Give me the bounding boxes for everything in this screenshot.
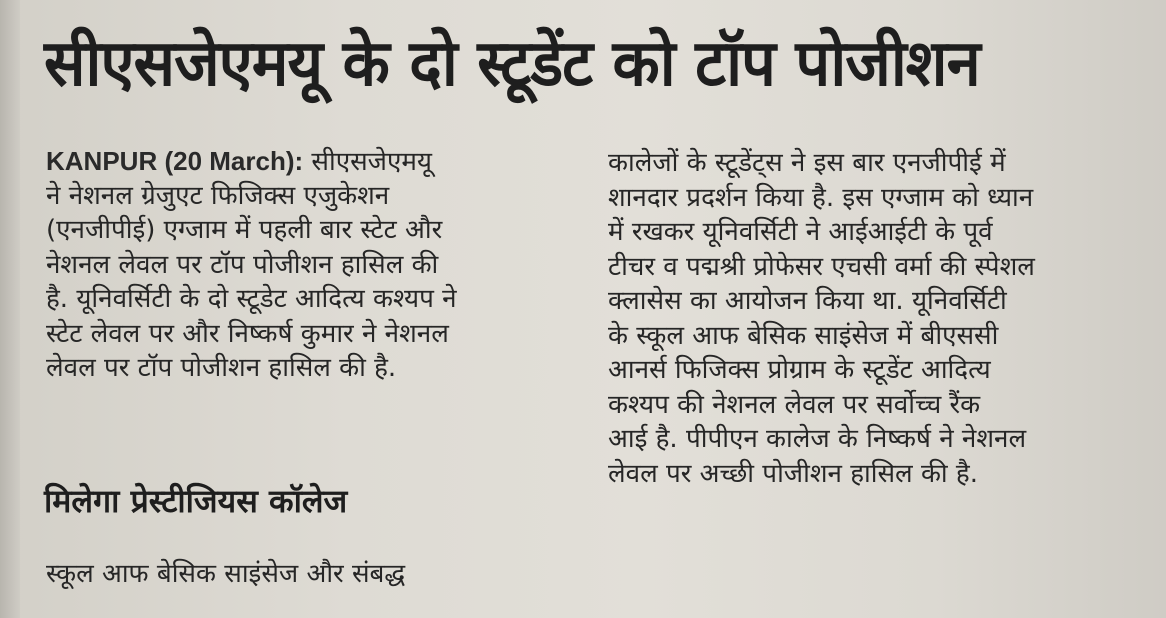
page-fold-shadow (0, 0, 20, 618)
body-line: आनर्स फिजिक्स प्रोग्राम के स्टूडेंट आदित्य (608, 355, 991, 385)
body-line: (एनजीपीई) एग्जाम में पहली बार स्टेट और (46, 215, 443, 245)
body-line: कालेजों के स्टूडेंट्स ने इस बार एनजीपीई में (608, 148, 1006, 178)
body-line: कश्यप की नेशनल लेवल पर सर्वोच्च रैंक (608, 389, 981, 420)
article-right-column (608, 146, 1148, 491)
first-line-text: सीएसजेएमयू (303, 147, 432, 177)
body-line: ने नेशनल ग्रेजुएट फिजिक्स एजुकेशन (46, 180, 390, 211)
body-line: स्टेट लेवल पर और निष्कर्ष कुमार ने नेशनल (46, 318, 449, 349)
body-line: है. यूनिवर्सिटी के दो स्टूडेट आदित्य कश्यप ने (46, 284, 457, 314)
headline: सीएसजेएमयू के दो स्टूडेंट को टॉप पोजीशन (44, 27, 980, 101)
body-line: लेवल पर टॉप पोजीशन हासिल की है. (46, 353, 397, 383)
subheading: मिलेगा प्रेस्टीजियस कॉलेज (44, 482, 348, 520)
body-line: के स्कूल आफ बेसिक साइंसेज में बीएससी (608, 320, 999, 351)
body-line: शानदार प्रदर्शन किया है. इस एग्जाम को ध्यान (608, 182, 1034, 213)
article-first-line (46, 144, 586, 179)
body-line: लेवल पर अच्छी पोजीशन हासिल की है. (608, 458, 978, 489)
body-line: क्लासेस का आयोजन किया था. यूनिवर्सिटी (608, 286, 1007, 316)
body-line: में रखकर यूनिवर्सिटी ने आईआईटी के पूर्व (608, 217, 993, 247)
body-line: टीचर व पद्मश्री प्रोफेसर एचसी वर्मा की स्पेशल (608, 251, 1035, 282)
article-left-column (46, 144, 586, 386)
body-line: नेशनल लेवल पर टॉप पोजीशन हासिल की (46, 249, 439, 280)
dateline: KANPUR (20 March): (46, 146, 304, 176)
body-line: स्कूल आफ बेसिक साइंसेज और संबद्ध (46, 559, 406, 589)
body-line: आई है. पीपीएन कालेज के निष्कर्ष ने नेशनल (608, 424, 1027, 454)
